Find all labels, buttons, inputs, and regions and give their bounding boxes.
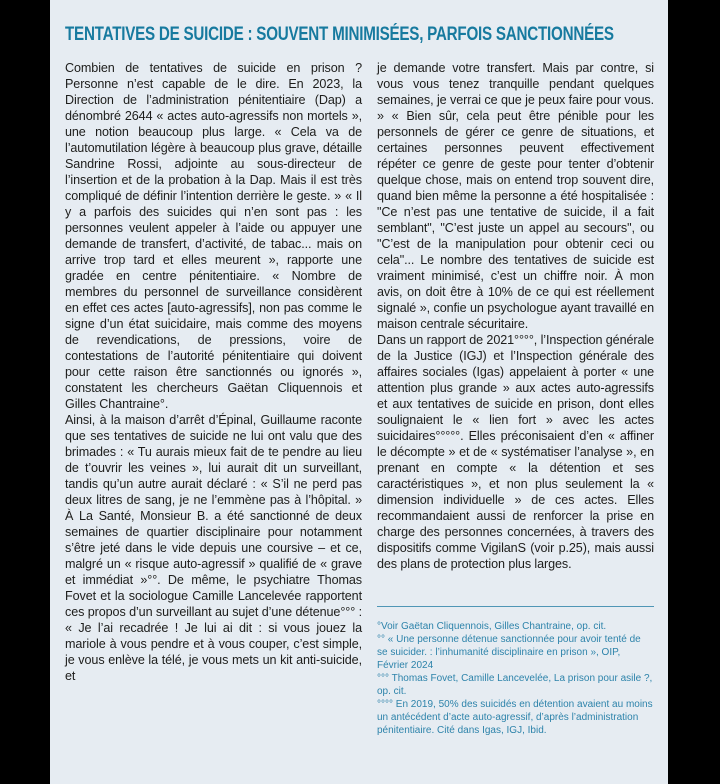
- body-paragraph: Dans un rapport de 2021°°°°, l’Inspection générale de la Justice (IGJ) et l’Inspection générale des affaires sociales (Igas) appelaient à porter « une attention plus grande » aux actes auto-agressifs et aux tentatives de suicide en prison, dont elles soulignaient le « lien fort » avec les actes suicidaires°°°°°. Elles préconisaient d’en « affiner le décompte » et de « systématiser l’analyse », en prenant en compte « la détention et ses caractéristiques », et non plus seulement la « dimension individuelle » de ces actes. Elles recommandaient aussi de renforcer la prise en charge des personnes concernées, à travers des dispositifs comme VigilanS (voir p.25), mais aussi des plans de protection plus larges.: [377, 333, 654, 571]
- article-title: TENTATIVES DE SUICIDE : SOUVENT MINIMISÉES, PARFOIS SANCTIONNÉES: [65, 24, 614, 45]
- footnotes-block: [377, 606, 654, 737]
- right-text-column: [377, 60, 654, 572]
- footnote: °°° Thomas Fovet, Camille Lancevelée, La prison pour asile ?, op. cit.: [377, 673, 653, 697]
- body-paragraph: je demande votre transfert. Mais par contre, si vous vous tenez tranquille pendant quelques semaines, je verrai ce que je peux faire pour vous. » « Bien sûr, cela peut être pénible pour les personnels de gérer ce genre de situations, et certaines personnes peuvent effectivement répéter ce genre de geste pour tenter d’obtenir quelque chose, mais on entend trop souvent dire, quand bien même la personne a été hospitalisée : "Ce n’est pas une tentative de suicide, il a fait semblant", "C’est juste un appel au secours", ou "C’est de la manipulation pour obtenir ceci ou cela"... Le nombre des tentatives de suicide est vraiment minimisé, c’est un chiffre noir. À mon avis, on doit être à 10% de ce qui est réellement signalé », confie un psychologue ayant travaillé en maison centrale sécuritaire.: [377, 61, 654, 331]
- footnote: °°°° En 2019, 50% des suicidés en détention avaient au moins un antécédent d’acte auto-agressif, d’après l’administration pénitentiaire. Cité dans Igas, IGJ, Ibid.: [377, 699, 653, 736]
- footnote: °° « Une personne détenue sanctionnée pour avoir tenté de se suicider. : l’inhumanité disciplinaire en prison », OIP, Février 2024: [377, 634, 641, 671]
- body-paragraph: Ainsi, à la maison d’arrêt d’Épinal, Guillaume raconte que ses tentatives de suicide ne lui ont valu que des brimades : « Tu aurais mieux fait de te pendre au lieu de t’ouvrir les veines », lui aurait dit un surveillant, tandis qu’un autre aurait déclaré : « S’il ne perd pas deux litres de sang, je ne l’emmène pas à l’hôpital. » À La Santé, Monsieur B. a été sanctionné de deux semaines de quartier disciplinaire pour notamment s’être jeté dans le vide depuis une coursive – et ce, malgré un « risque auto-agressif » qualifié de « grave et immédiat »°°. De même, le psychiatre Thomas Fovet et la sociologue Camille Lancelevée rapportent ces propos d’un surveillant au sujet d’une détenue°°° : « Je l’ai recadrée ! Je lui ai dit : si vous jouez la mariole à vous pendre et à vous couper, c’est simple, je vous enlève la télé, je vous mets un kit anti-suicide, et: [65, 413, 362, 683]
- body-paragraph: Combien de tentatives de suicide en prison ? Personne n’est capable de le dire. En 2023, la Direction de l’administration pénitentiaire (Dap) a dénombré 2644 « actes auto-agressifs non mortels », une notion beaucoup plus large. « Cela va de l’automutilation légère à beaucoup plus grave, détaille Sandrine Rossi, adjointe au sous-directeur de l’insertion et de la probation à la Dap. Mais il est très compliqué de définir l’intention derrière le geste. » « Il y a parfois des suicides qui n’en sont pas : les personnes veulent appeler à l’aide ou appuyer une demande de transfert, d’activité, de tabac... mais on arrive trop tard et elles meurent », rapporte une gradée en centre pénitentiaire. « Nombre de membres du personnel de surveillance considèrent en effet ces actes [auto-agressifs], non pas comme le signe d’un état suicidaire, mais comme des moyens de revendications, de pressions, voire de contestations de l’autorité pénitentiaire qui doivent pour cette raison être sanctionnés ou ignorés », constatent les chercheurs Gaëtan Cliquennois et Gilles Chantraine°.: [65, 61, 362, 411]
- left-text-column: [65, 60, 362, 684]
- footnote: °Voir Gaëtan Cliquennois, Gilles Chantraine, op. cit.: [377, 621, 607, 632]
- magazine-page: [50, 0, 668, 784]
- footnote-divider: [377, 606, 654, 607]
